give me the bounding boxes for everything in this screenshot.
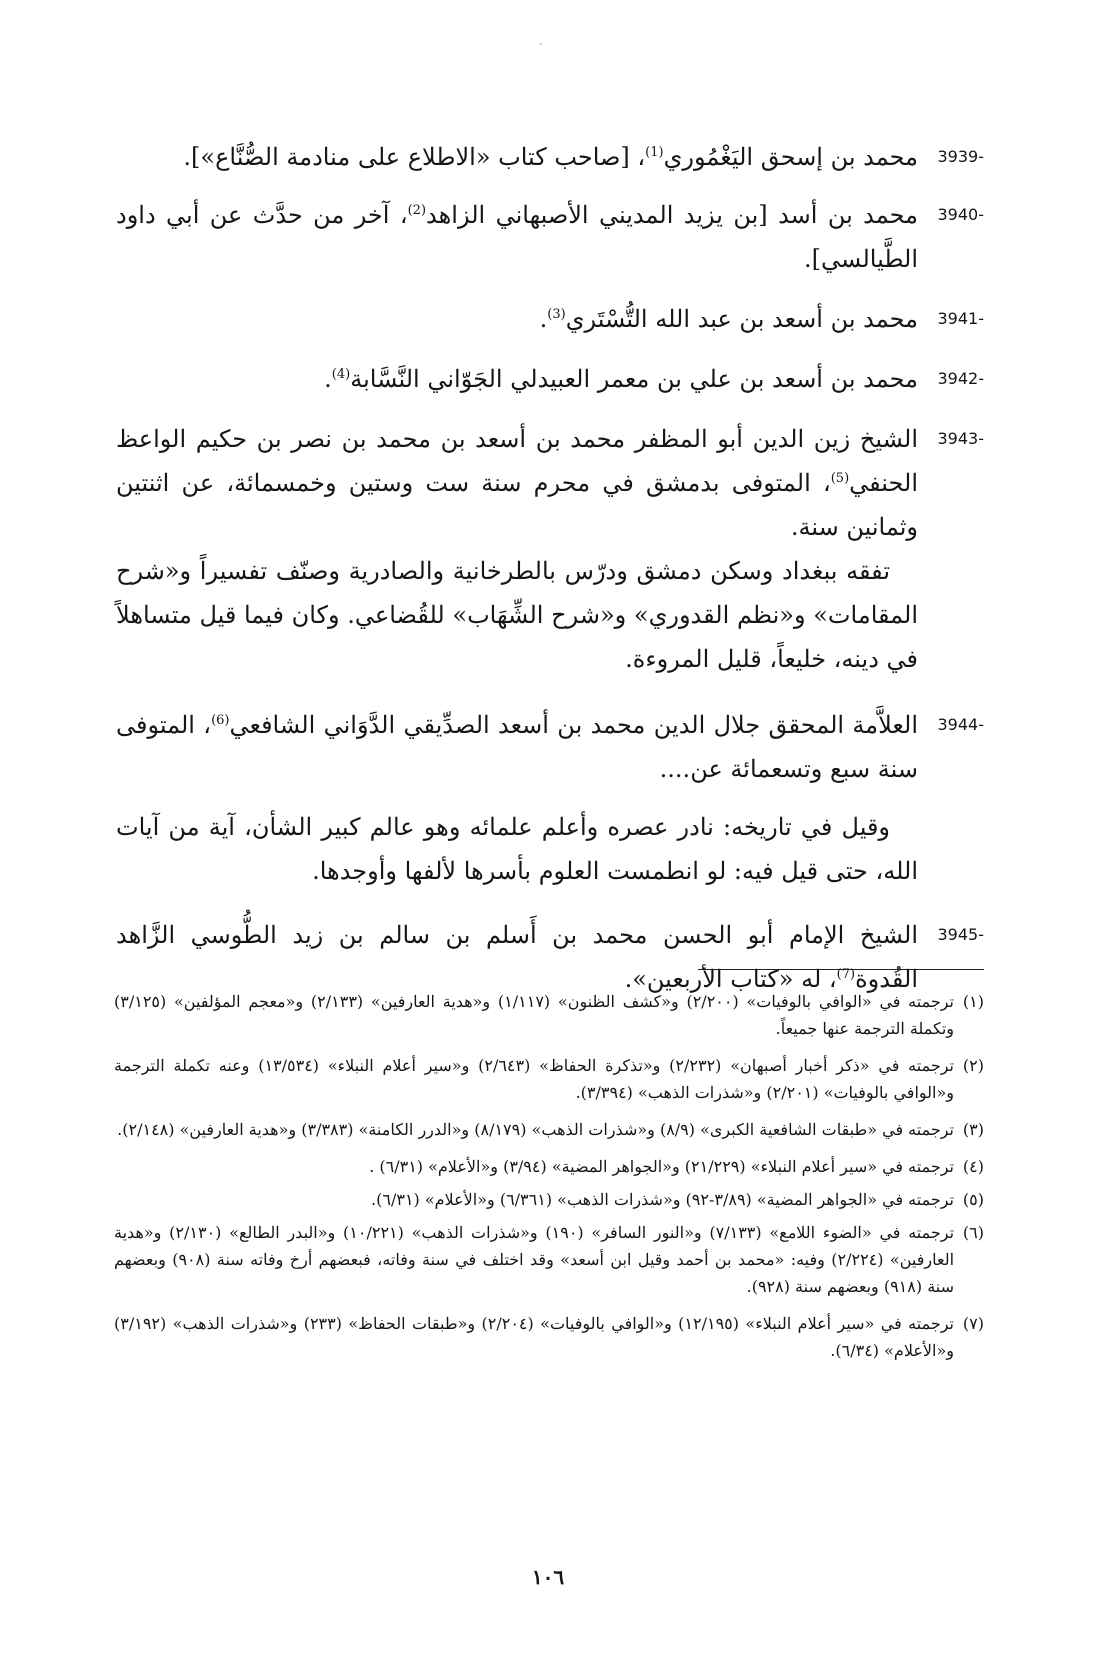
footnote-separator xyxy=(698,969,984,970)
entry-3940 xyxy=(116,193,984,281)
entry-number: 3943- xyxy=(937,429,984,448)
entry-text: محمد بن أسعد بن علي بن معمر العبيدلي الجَوّاني النَّسَّابة$^{(4)}$. xyxy=(324,365,918,393)
entry-text: محمد بن أسعد بن عبد الله التُّسْتَري$^{(3)}$. xyxy=(539,305,918,333)
footnote-reference: (7) xyxy=(836,967,856,982)
entry-number: 3945- xyxy=(937,925,984,944)
entry-3943 xyxy=(116,417,984,681)
entry-text: الشيخ الإمام أبو الحسن محمد بن أَسلم بن سالم بن زيد الطُّوسي الزَّاهد القُدوة$^{(7)}$، له «كتاب الأربعين». xyxy=(116,921,918,993)
main-text xyxy=(116,135,984,1015)
entry-number: 3939- xyxy=(937,147,984,166)
footnote-1 xyxy=(114,988,984,1042)
biography-quote: وقيل في تاريخه: نادر عصره وأعلم علمائه وهو عالم كبير الشأن، آية من آيات الله، حتى قيل فيه: لو انطمست العلوم بأسرها لألفها وأوجدها. xyxy=(116,813,918,885)
footnote-reference: (1) xyxy=(645,145,664,160)
footnote-reference: (4) xyxy=(331,367,351,382)
footnote-4 xyxy=(114,1153,984,1180)
entry-text: محمد بن إسحق اليَغْمُوري$^{(1)}$، [صاحب كتاب «الاطلاع على منادمة الصُّنَّاع»]. xyxy=(183,143,918,171)
footnote-text: ترجمته في «طبقات الشافعية الكبرى» (٨/٩) و«شذرات الذهب» (٨/١٧٩) و«الدرر الكامنة» (٣/٣٨٣) و«هدية العارفين» (٢/١٤٨). xyxy=(117,1120,954,1139)
entry-continuation: تفقه ببغداد وسكن دمشق ودرّس بالطرخانية والصادرية وصنّف تفسيراً و«شرح المقامات» و«نظم القدوري» و«شرح الشِّهَاب» للقُضاعي. وكان فيما قيل متساهلاً في دينه، خليعاً، قليل المروءة. xyxy=(116,557,918,673)
footnote-7 xyxy=(114,1310,984,1364)
entry-3939 xyxy=(116,135,984,179)
footnote-mark: (٥) xyxy=(962,1190,984,1209)
footnote-mark: (٧) xyxy=(962,1314,984,1333)
entry-3944 xyxy=(116,703,984,791)
footnote-reference: (3) xyxy=(547,307,566,322)
footnote-text: ترجمته في «سير أعلام النبلاء» (٢١/٢٢٩) و«الجواهر المضية» (٣/٩٤) و«الأعلام» (٦/٣١) . xyxy=(369,1157,954,1176)
entry-3942 xyxy=(116,357,984,401)
footnote-mark: (٦) xyxy=(962,1223,984,1242)
footnote-reference: (6) xyxy=(211,713,230,728)
entry-3941 xyxy=(116,297,984,341)
footnote-reference: (5) xyxy=(830,471,850,486)
footnote-text: ترجمته في «سير أعلام النبلاء» (١٢/١٩٥) و«الوافي بالوفيات» (٢/٢٠٤) و«طبقات الحفاظ» (٢٣٣) و«شذرات الذهب» (٣/١٩٢) و«الأعلام» (٦/٣٤). xyxy=(114,1314,954,1360)
entry-text: محمد بن أسد [بن يزيد المديني الأصبهاني الزاهد$^{(2)}$، آخر من حدَّث عن أبي داود الطَّيالسي]. xyxy=(116,201,918,273)
footnote-text: ترجمته في «ذكر أخبار أصبهان» (٢/٢٣٢) و«تذكرة الحفاظ» (٢/٦٤٣) و«سير أعلام النبلاء» (١٣/٥٣٤) وعنه تكملة الترجمة و«الوافي بالوفيات» (٢/٢٠١) و«شذرات الذهب» (٣/٣٩٤). xyxy=(114,1056,955,1102)
footnote-mark: (١) xyxy=(962,992,984,1011)
entry-text: الشيخ زين الدين أبو المظفر محمد بن أسعد بن محمد بن نصر بن حكيم الواعظ الحنفي$^{(5)}$، المتوفى بدمشق في محرم سنة ست وستين وخمسمائة، عن اثنتين وثمانين سنة. xyxy=(116,425,918,541)
entry-text: العلاَّمة المحقق جلال الدين محمد بن أسعد الصدِّيقي الدَّوَاني الشافعي$^{(6)}$، المتوفى سنة سبع وتسعمائة عن.... xyxy=(116,711,918,783)
entry-number: 3942- xyxy=(937,369,984,388)
footnote-3 xyxy=(114,1116,984,1143)
footnote-mark: (٢) xyxy=(962,1056,984,1075)
scan-speck: ˇ xyxy=(538,44,543,54)
footnote-6 xyxy=(114,1219,984,1300)
footnote-text: ترجمته في «الضوء اللامع» (٧/١٣٣) و«النور السافر» (١٩٠) و«شذرات الذهب» (١٠/٢٢١) و«البدر الطالع» (٢/١٣٠) و«هدية العارفين» (٢/٢٢٤) وفيه: «محمد بن أحمد وقيل ابن أسعد» وقد اختلف في سنة وفاته، فبعضهم أرخ وفاته سنة (٩٠٨) وبعضهم سنة (٩١٨) وبعضهم سنة (٩٢٨). xyxy=(114,1223,955,1296)
entry-number: 3940- xyxy=(937,205,984,224)
page-number: ١٠٦ xyxy=(531,1565,565,1589)
entry-number: 3944- xyxy=(937,715,984,734)
footnote-text: ترجمته في «الجواهر المضية» (٣/٨٩-٩٢) و«شذرات الذهب» (٦/٣٦١) و«الأعلام» (٦/٣١). xyxy=(371,1190,954,1209)
footnote-reference: (2) xyxy=(407,203,427,218)
footnote-text: ترجمته في «الوافي بالوفيات» (٢/٢٠٠) و«كشف الظنون» (١/١١٧) و«هدية العارفين» (٢/١٣٣) و«معجم المؤلفين» (٣/١٢٥) وتكملة الترجمة عنها جميعاً. xyxy=(114,992,955,1038)
footnote-5 xyxy=(114,1186,984,1213)
footnotes xyxy=(114,988,984,1374)
footnote-2 xyxy=(114,1052,984,1106)
footnote-mark: (٣) xyxy=(962,1120,984,1139)
footnote-mark: (٤) xyxy=(962,1157,984,1176)
entry-number: 3941- xyxy=(937,309,984,328)
